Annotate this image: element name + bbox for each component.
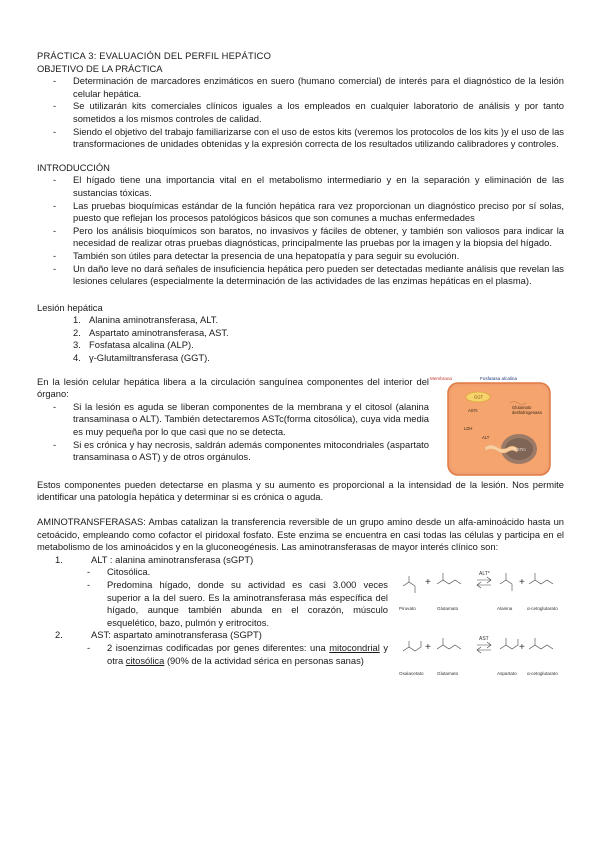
citosolica-term: citosólica	[125, 654, 165, 666]
objective-heading: OBJETIVO DE LA PRÁCTICA	[37, 62, 163, 74]
intro-list	[37, 174, 564, 287]
svg-text:+: +	[425, 642, 431, 654]
label-glutamato: Glutamato	[437, 605, 459, 611]
list-item: - Determinación de marcadores enzimáticos en suero (humano comercial) de interés para el diagnóstico de la lesión celular hepática.	[37, 75, 564, 100]
alt-reaction-figure	[397, 554, 569, 616]
lesion-list	[37, 314, 564, 364]
ast-text-suffix: (90% de la actividad sérica en personas sanas)	[166, 654, 364, 666]
label-astm: ASTm	[514, 446, 526, 452]
list-item: - Las pruebas bioquímicas estándar de la función hepática rara vez proporcionan un diagnóstico preciso por sí solas, puesto que reflejan los procesos patológicos básicos que son comunes a muchas enfermedades	[37, 200, 564, 225]
label-membrana: Membrana	[430, 375, 452, 381]
enzyme-name: AST: aspartato aminotransferasa (SGPT)	[91, 629, 262, 641]
item-text: Fosfatasa alcalina (ALP).	[89, 339, 194, 351]
list-item	[37, 642, 388, 667]
item-text: γ-Glutamiltransferasa (GGT).	[89, 352, 210, 364]
list-item: - Si es crónica y hay necrosis, saldrán además componentes mitocondriales (aspartato transaminasa o AST) y de otros orgánulos.	[37, 439, 429, 464]
enzyme-alt	[37, 554, 564, 630]
list-item	[37, 339, 564, 352]
intro-heading: INTRODUCCIÓN	[37, 161, 110, 173]
item-text: Alanina aminotransferasa, ALT.	[89, 314, 219, 326]
label-cetoglutarato: α-cetoglutarato	[527, 671, 558, 677]
release-list	[37, 401, 429, 464]
aminotransferases-paragraph: AMINOTRANSFERASAS: Ambas catalizan la transferencia reversible de un grupo amino desde un alfa-aminoácido hasta un cetoácido, empleando como cofactor el piridoxal fosfato. Este enzima se encuentra en casi todas las células y participa en el metabolismo de los aminoácidos y en la gluconeogénesis. Las aminotransferasas de mayor interés clínico son:	[37, 516, 564, 553]
svg-text:+: +	[425, 576, 431, 588]
label-alanina: Alanina	[497, 605, 513, 611]
list-item	[37, 327, 564, 340]
release-intro: En la lesión celular hepática libera a la circulación sanguínea componentes del interior del órgano:	[37, 375, 429, 400]
label-alt: ALT	[482, 434, 490, 440]
ast-reaction-figure	[397, 619, 569, 681]
svg-text:+: +	[519, 642, 525, 654]
label-fosfatasa: Fosfatasa alcalina	[480, 375, 518, 381]
list-item	[37, 314, 564, 327]
list-item: - Un daño leve no dará señales de insuficiencia hepática pero pueden ser detectadas mediante análisis que revelan las lesiones celulares (especialmente la determinación de las actividades de las enzimas hepáticas en el plasma).	[37, 263, 564, 288]
label-aspartato: Aspartato	[497, 671, 517, 677]
item-number: 3.	[73, 339, 81, 351]
label-oxalacetato: Oxalacetato	[399, 671, 424, 677]
plasma-paragraph: Estos componentes pueden detectarse en plasma y su aumento es proporcional a la intensidad de la lesión. Nos permite identificar una patología hepática y determinar si es crónica o aguda.	[37, 478, 564, 503]
enzyme-name: ALT : alanina aminotransferasa (sGPT)	[91, 553, 254, 565]
release-section	[37, 376, 564, 464]
svg-text:+: +	[519, 576, 525, 588]
label-ggt: GGT	[474, 394, 484, 400]
enzyme-label: AST	[479, 636, 489, 643]
hepatocyte-figure	[430, 375, 564, 479]
item-number: 2.	[55, 629, 63, 641]
label-cetoglutarato: α-cetoglutarato	[527, 605, 558, 611]
label-astc: ASTc	[468, 407, 478, 413]
label-ldh: LDH	[464, 425, 473, 431]
list-item: - Citosólica.	[37, 566, 388, 579]
label-piruvato: Piruvato	[399, 605, 416, 611]
item-number: 4.	[73, 352, 81, 364]
list-item: - El hígado tiene una importancia vital en el metabolismo intermediario y en la separación y eliminación de las sustancias tóxicas.	[37, 174, 564, 199]
objective-list	[37, 75, 564, 151]
item-number: 1.	[55, 553, 63, 565]
ast-text-and: y otra	[107, 641, 388, 666]
enzyme-ast	[37, 629, 564, 677]
document-page	[37, 50, 564, 677]
list-item: - Se utilizarán kits comerciales clínicos iguales a los empleados en cualquier laboratorio de análisis y por tanto sometidos a los mismos controles de calidad.	[37, 100, 564, 125]
list-item: - Si la lesión es aguda se liberan componentes de la membrana y el citosol (alanina transaminasa o ALT). También detectaremos ASTc(forma citosólica), cuya vida media es muy pequeña por lo que casi que no se detecta.	[37, 401, 429, 439]
enzyme-label: ALT*	[479, 570, 490, 577]
lesion-heading: Lesión hepática	[37, 301, 103, 313]
list-item: - Pero los análisis bioquímicos son baratos, no invasivos y fáciles de obtener, y también son valiosos para indicar la necesidad de realizar otras pruebas diagnósticas, principalmente las pruebas por la imagen y la biopsia del hígado.	[37, 225, 564, 250]
mitocondrial-term: mitocondrial	[329, 641, 380, 653]
page-title: PRÁCTICA 3: EVALUACIÓN DEL PERFIL HEPÁTICO	[37, 50, 272, 61]
label-deshidrogenasa: deshidrogenasa	[512, 409, 542, 415]
list-item: - Predomina hígado, donde su actividad es casi 3.000 veces superior a la del suero. Es la aminotransferasa más específica del hígado, aunque también abunda en el corazón, músculo esquelético, bazo, pulmón y eritrocitos.	[37, 579, 388, 629]
list-item: - Siendo el objetivo del trabajo familiarizarse con el uso de estos kits (veremos los protocolos de los kits )y el uso de las transformaciones de unidades obtenidas y la expresión correcta de los resultados utilizando calibradores y controles.	[37, 126, 564, 151]
ast-text-prefix: 2 isoenzimas codificadas por genes diferentes: una	[107, 641, 326, 653]
item-number: 2.	[73, 326, 81, 338]
item-number: 1.	[73, 314, 81, 326]
list-item	[37, 352, 564, 365]
label-glutamato: Glutamato	[512, 404, 532, 410]
item-text: Aspartato aminotransferasa, AST.	[89, 326, 229, 338]
label-glutamato: Glutamato	[437, 671, 459, 677]
list-item: - También son útiles para detectar la presencia de una hepatopatía y para seguir su evolución.	[37, 250, 564, 263]
